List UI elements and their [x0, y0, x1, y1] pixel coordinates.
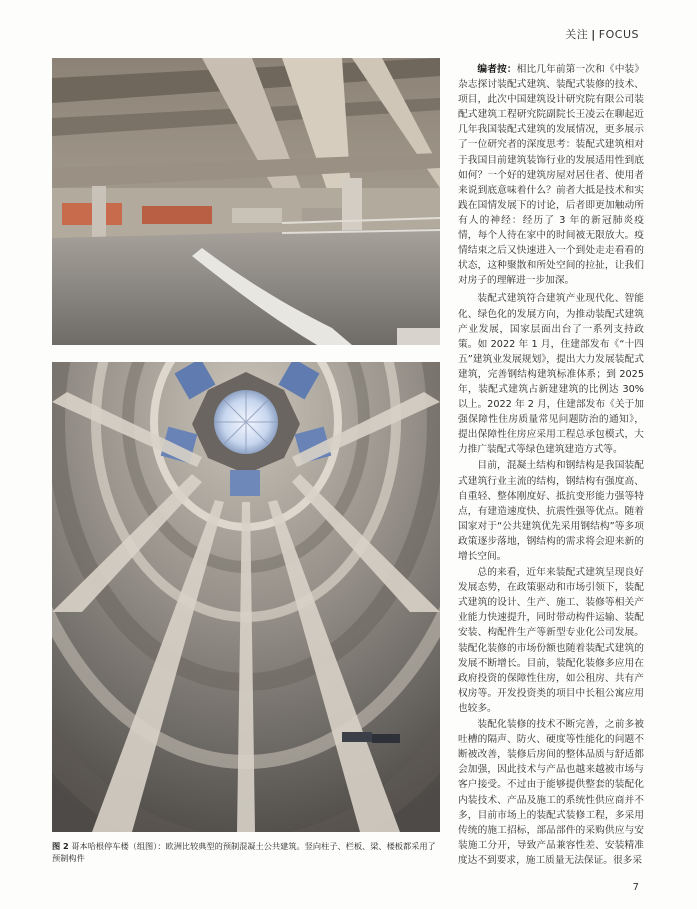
figure-caption [52, 840, 442, 864]
figure-caption-text: 哥本哈根停车楼（组图）：欧洲比较典型的预制混凝土公共建筑。竖向柱子、栏板、梁、楼板都采用了预制构件 [52, 841, 436, 863]
paragraph: 装配化装修的技术不断完善，之前多被吐槽的隔声、防火、硬度等性能化的问题不断被改善，装修后房间的整体品质与舒适都会加强，因此技术与产品也越来越被市场与客户接受。不过由于能够提供整套的装配化内装技术、产品及施工的系统性供应商并不多，目前市场上的装配式装修工程，多采用传统的施工招标，部品部件的采购供应与安装施工分开，导致产品兼容性差、安装精准度达不到要求，施工质量无法保证。很多采 [458, 719, 644, 866]
editor-note [458, 62, 644, 288]
parking-ramp-photo [52, 58, 440, 345]
running-header [565, 26, 639, 42]
editor-note-text: 相比几年前第一次和《中装》杂志探讨装配式建筑、装配式装修的技术、项目，此次中国建筑设计研究院有限公司装配式建筑工程研究院副院长王凌云在聊起近几年我国装配式建筑的发展情况，更多展示了一位研究者的深度思考：装配式建筑相对于我国目前建筑装饰行业的发展适用性到底如何？一个好的建筑房屋对居住者、使用者来说到底意味着什么？前者大抵是技术和实践在国情发展下的讨论，后者即更加触动所有人的神经：经历了 3 年的新冠肺炎疫情，每个人待在家中的时间被无限放大。疫情结束之后又快速进入一个到处走走看看的状态，这种聚散和所处空间的拉扯，让我们对房子的理解进一步加深。 [458, 64, 645, 287]
paragraph: 装配式建筑符合建筑产业现代化、智能化、绿色化的发展方向，为推动装配式建筑产业发展，国家层面出台了一系列支持政策。如 2022 年 1 月，住建部发布《“十四五”建筑业发展规划》，提出大力发展装配式建筑，完善钢结构建筑标准体系；到 2025 年，装配式建筑占新建建筑的比例达 30% 以上。2022 年 2 月，住建部发布《关于加强保障性住房质量常见问题防治的通知》，提出保障性住房应采用工程总承包模式，大力推广装配式等绿色建筑建造方式等。 [458, 293, 644, 456]
section-name-cn: 关注 [565, 28, 589, 41]
editor-note-lead: 编者按： [477, 64, 517, 75]
paragraph: 总的来看，近年来装配式建筑呈现良好发展态势，在政策驱动和市场引领下，装配式建筑的设计、生产、施工、装修等相关产业能力快速提升，同时带动构件运输、装配安装、构配件生产等新型专业化公司发展。装配化装修的市场份额也随着装配式建筑的发展不断增长。目前，装配化装修多应用在政府投资的保障性住房，如公租房、共有产权房等。开发投资类的项目中长租公寓应用也较多。 [458, 567, 644, 714]
figure-label: 图 2 [52, 841, 69, 851]
article-body [458, 62, 644, 869]
page-number: 7 [632, 882, 639, 893]
spiral-parking-tower-photo [52, 362, 440, 832]
paragraph: 目前，混凝土结构和钢结构是我国装配式建筑行业主流的结构，钢结构有强度高、自重轻、整体刚度好、抵抗变形能力强等特点，有建造速度快、抗震性强等优点。随着国家对于“公共建筑优先采用钢结构”等多项政策逐步落地，钢结构的需求将会迎来新的增长空间。 [458, 460, 644, 562]
header-separator: | [591, 28, 596, 41]
section-name-en: FOCUS [598, 28, 639, 41]
